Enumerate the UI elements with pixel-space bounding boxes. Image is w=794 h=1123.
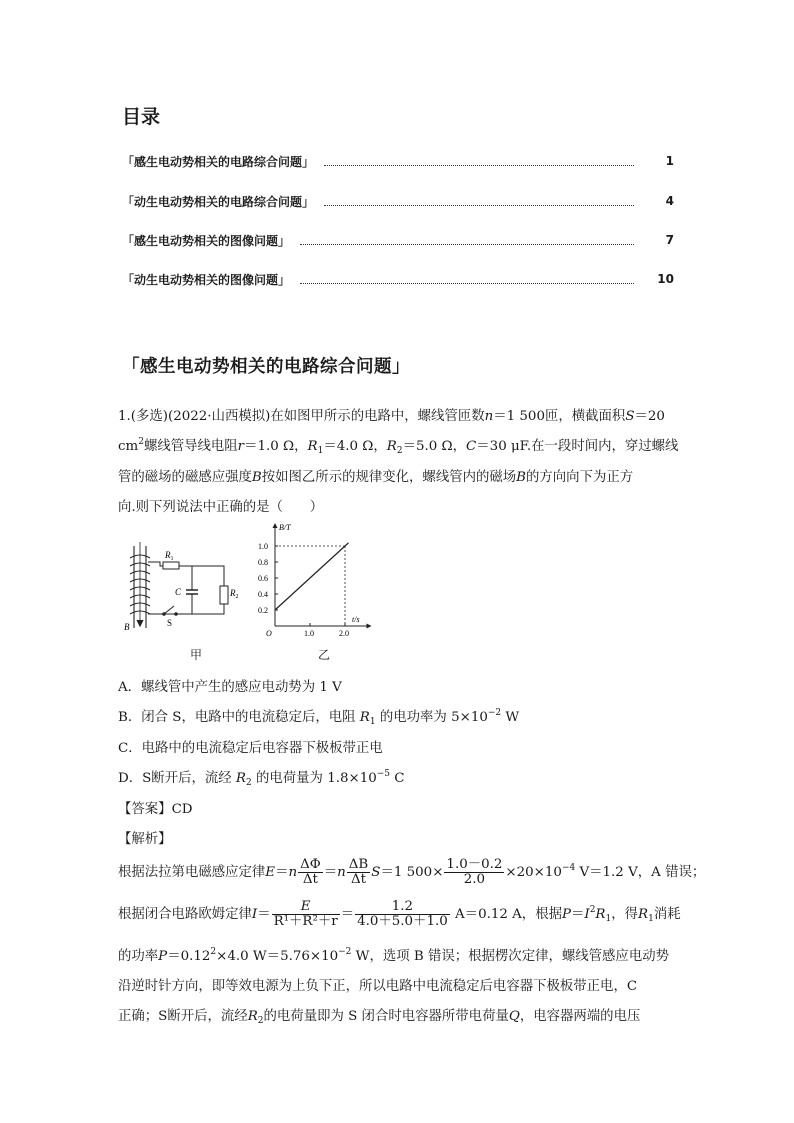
toc-entry-page: 1 — [665, 154, 674, 168]
toc-entry[interactable] — [122, 231, 674, 249]
toc-entry-page: 7 — [665, 233, 674, 247]
x-tick-label: 2.0 — [339, 629, 349, 638]
toc-title: 目录 — [122, 106, 161, 128]
toc-entry-page: 10 — [657, 272, 674, 286]
label-s: S — [167, 618, 173, 628]
toc-entry[interactable] — [122, 270, 674, 288]
toc-leader-dots — [300, 275, 634, 284]
toc-entry-label: 「感生电动势相关的图像问题」 — [122, 233, 291, 248]
analysis-line-5: 正确；S断开后，流经$R_2$的电荷量即为 S 闭合时电容器所带电荷量Q，电容器两端的电压 — [118, 1009, 641, 1026]
answer-label: 【答案】 — [118, 802, 172, 817]
toc-leader-dots — [324, 197, 634, 206]
figure-caption-jia: 甲 — [190, 648, 203, 662]
question-line-2: $cm^2$螺线管导线电阻r＝1.0 Ω，$R_1=4.0$ Ω，$R_2=5.0$ Ω，C＝30 μF.在一段时间内，穿过螺线 — [118, 437, 679, 456]
resistor-r2 — [220, 586, 228, 604]
label-r2: $R_2$ — [230, 588, 239, 600]
bt-graph — [255, 523, 375, 645]
origin-label: O — [266, 629, 272, 638]
label-r1: $R_1$ — [165, 550, 174, 562]
option-c[interactable]: C．电路中的电流稳定后电容器下极板带正电 — [118, 741, 383, 756]
toc-entry-page: 4 — [665, 194, 674, 208]
answer-value: CD — [171, 802, 193, 817]
option-a[interactable]: A．螺线管中产生的感应电动势为 1 V — [118, 680, 342, 695]
figure-caption-yi: 乙 — [318, 648, 331, 662]
analysis-label: 【解析】 — [118, 832, 172, 847]
series-line-b — [275, 543, 349, 610]
y-tick-label: 1.0 — [258, 542, 268, 551]
resistor-r1 — [163, 562, 179, 569]
circuit-diagram — [118, 540, 248, 660]
y-tick-label: 0.8 — [258, 558, 268, 567]
toc-leader-dots — [300, 236, 634, 245]
question-line-4: 向.则下列说法中正确的是（ ） — [118, 500, 324, 515]
option-b[interactable]: B．闭合 S，电路中的电流稳定后，电阻 $R_1$ 的电功率为 $5\times 10^{-2}$ W — [118, 708, 520, 727]
y-axis-label: B/T — [279, 523, 291, 532]
analysis-line-1: 根据法拉第电磁感应定律E＝n $\frac{\Delta\Phi}{\Delta t}$ ＝n $\frac{\Delta B}{\Delta t}$ S＝1 500× $\frac{1.0-0.2}{2.0}$ $\times 20\times 10^{-4}$ V＝1.2 V，A 错误； — [118, 857, 706, 888]
analysis-line-4: 沿逆时针方向，即等效电源为上负下正，所以电路中电流稳定后电容器下极板带正电，C — [118, 979, 638, 994]
analysis-line-2: 根据闭合电路欧姆定律I＝ $\frac{E}{\text{R¹＋R²＋r}}$ ＝ $\frac{1.2}{4.0+5.0+1.0}$ A＝0.12 A，根据$P=I^2R_1$，得$R_1$消耗 — [118, 899, 681, 930]
toc-entry-label: 「感生电动势相关的电路综合问题」 — [122, 154, 315, 169]
option-d[interactable]: D．S断开后，流经 $R_2$ 的电荷量为 $1.8\times 10^{-5}$ C — [118, 769, 405, 788]
toc-entry-label: 「动生电动势相关的电路综合问题」 — [122, 194, 315, 209]
toc-entry[interactable] — [122, 152, 674, 170]
x-axis-label: t/s — [352, 615, 360, 624]
question-line-3: 管的磁场的磁感应强度B按如图乙所示的规律变化，螺线管内的磁场B的方向向下为正方 — [118, 470, 634, 485]
toc-entry[interactable] — [122, 192, 674, 210]
section-title: 「感生电动势相关的电路综合问题」 — [122, 357, 410, 377]
y-tick-label: 0.2 — [258, 606, 268, 615]
toc-entry-label: 「动生电动势相关的图像问题」 — [122, 272, 291, 287]
y-tick-label: 0.4 — [258, 590, 268, 599]
y-axis-arrow — [273, 523, 278, 528]
question-line-1: 1.(多选)(2022·山西模拟)在如图甲所示的电路中，螺线管匝数n＝1 500匝，横截面积S＝20 — [118, 409, 665, 424]
answer — [118, 798, 193, 817]
label-c: C — [175, 587, 182, 597]
x-tick-label: 1.0 — [304, 629, 314, 638]
x-axis-arrow — [367, 624, 372, 629]
y-tick-label: 0.6 — [258, 574, 268, 583]
switch-s — [164, 606, 174, 614]
analysis-line-3: 的功率$P=0.12^2\times 4.0$ $W=5.76\times 10^{-2}$ W，选项 B 错误；根据楞次定律，螺线管感应电动势 — [118, 947, 669, 964]
solenoid — [130, 542, 150, 628]
label-b: B — [124, 622, 130, 632]
toc-leader-dots — [324, 157, 634, 166]
